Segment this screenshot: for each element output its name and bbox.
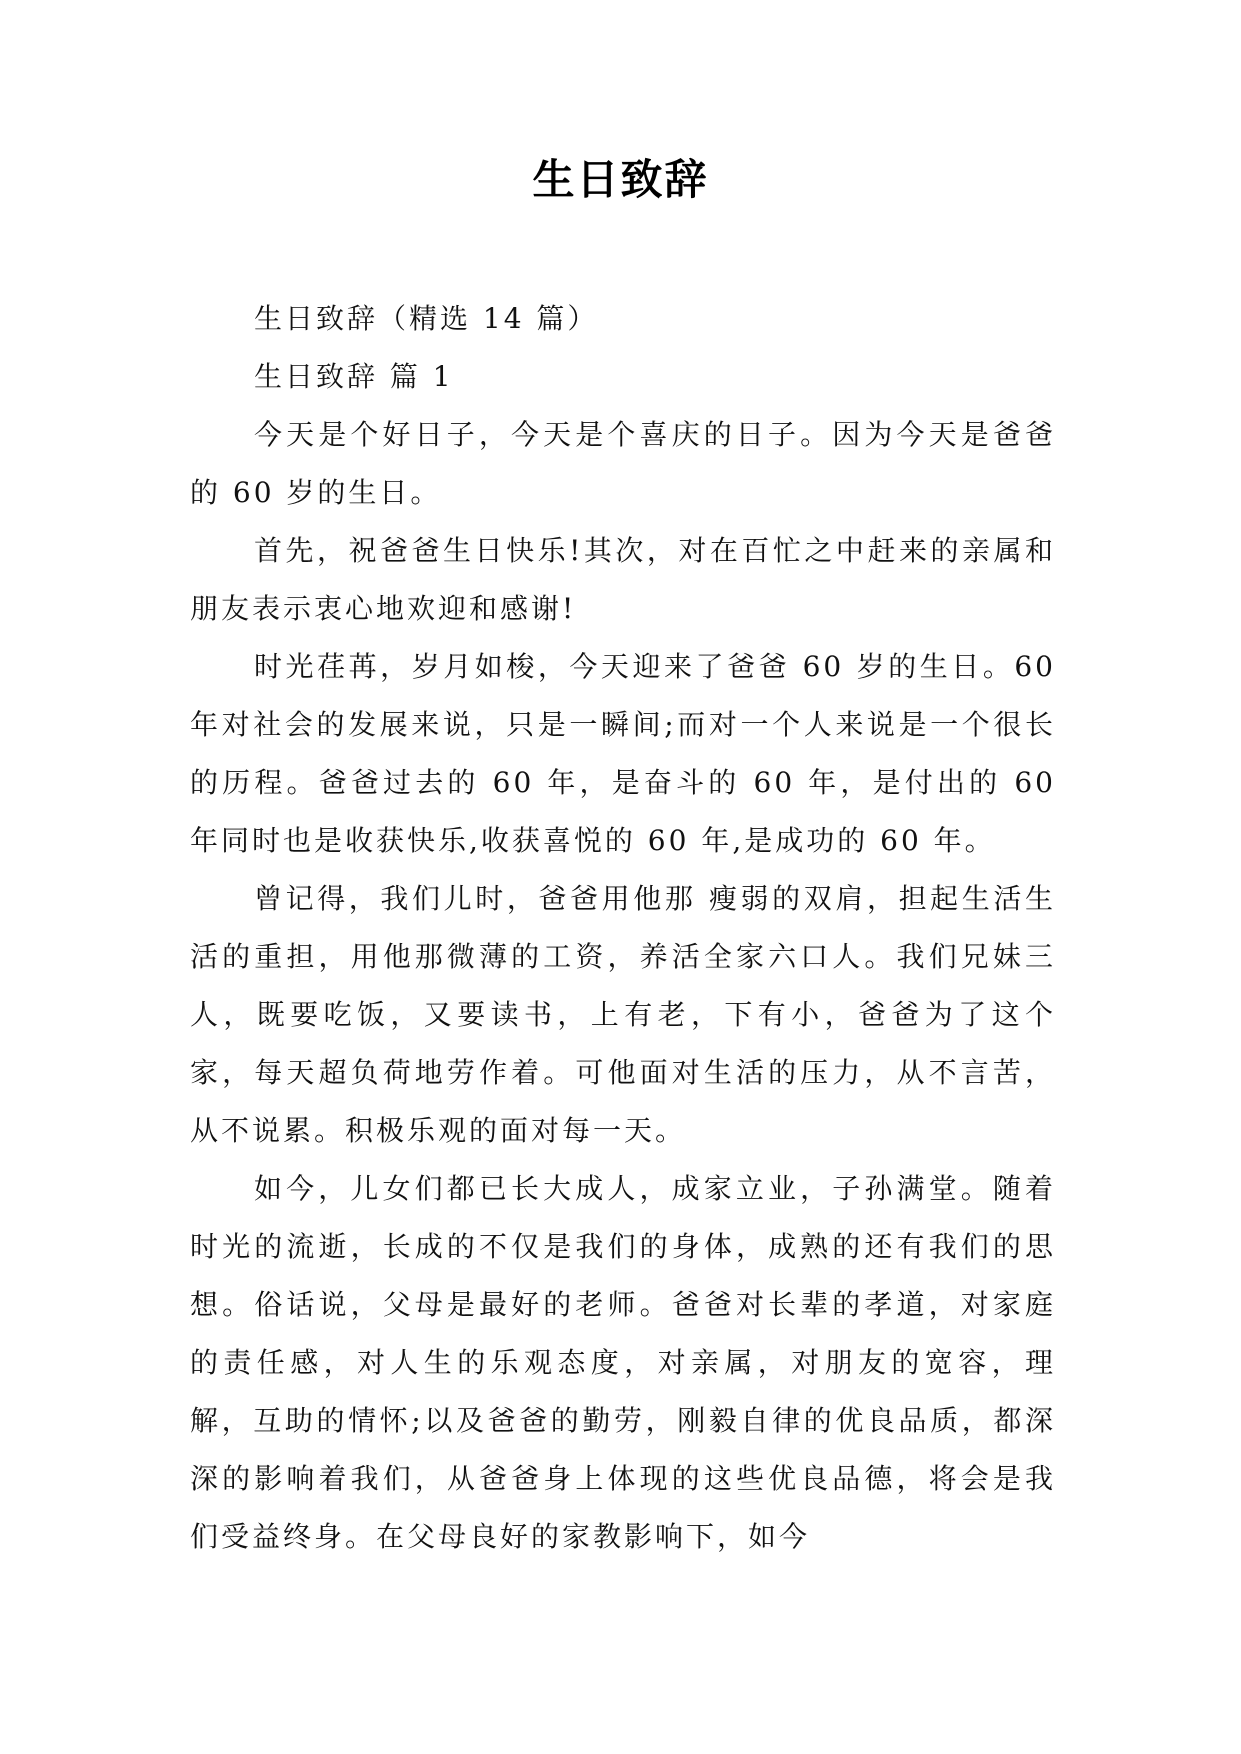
document-title: 生日致辞	[532, 155, 709, 204]
subtitle-paragraph: 生日致辞（精选 14 篇）	[254, 302, 599, 335]
body-paragraph: 时光荏苒，岁月如梭，今天迎来了爸爸 60 岁的生日。60 年对社会的发展来说，只是一瞬间;而对一个人来说是一个很长的历程。爸爸过去的 60 年，是奋斗的 60 年，是付出的 60 年同时也是收获快乐,收获喜悦的 60 年,是成功的 60 年。	[190, 650, 1056, 857]
body-paragraph: 曾记得，我们儿时，爸爸用他那 瘦弱的双肩，担起生活生活的重担，用他那微薄的工资，养活全家六口人。我们兄妹三人，既要吃饭，又要读书，上有老，下有小，爸爸为了这个家，每天超负荷地劳作着。可他面对生活的压力，从不言苦，从不说累。积极乐观的面对每一天。	[190, 882, 1056, 1147]
section-heading: 生日致辞 篇 1	[254, 360, 454, 393]
body-paragraph: 首先，祝爸爸生日快乐!其次，对在百忙之中赶来的亲属和朋友表示衷心地欢迎和感谢!	[190, 534, 1056, 625]
document-body	[190, 290, 1056, 1566]
body-paragraph: 如今，儿女们都已长大成人，成家立业，子孙满堂。随着时光的流逝，长成的不仅是我们的身体，成熟的还有我们的思想。俗话说，父母是最好的老师。爸爸对长辈的孝道，对家庭的责任感，对人生的乐观态度，对亲属，对朋友的宽容，理解，互助的情怀;以及爸爸的勤劳，刚毅自律的优良品质，都深深的影响着我们，从爸爸身上体现的这些优良品德，将会是我们受益终身。在父母良好的家教影响下，如今	[190, 1172, 1056, 1553]
body-paragraph: 今天是个好日子，今天是个喜庆的日子。因为今天是爸爸的 60 岁的生日。	[190, 418, 1056, 509]
